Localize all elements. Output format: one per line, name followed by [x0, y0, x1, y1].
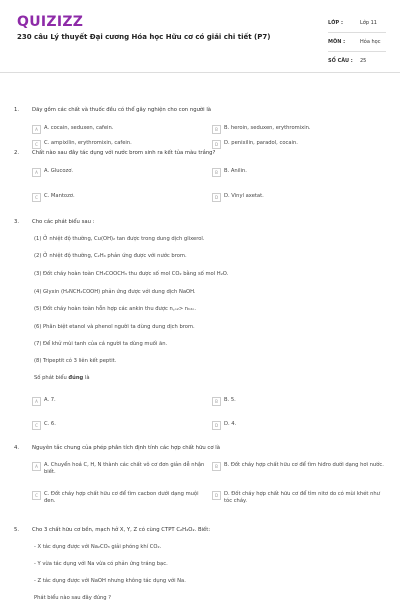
option-text: D. penixilin, paradol, cocain.	[224, 140, 298, 146]
option-text: A. Glucozơ.	[44, 168, 74, 174]
question-prompt: Phát biểu nào sau đây đúng ?	[34, 595, 112, 601]
option-b[interactable]	[212, 168, 392, 177]
option-a[interactable]	[32, 125, 212, 134]
prompt-prefix: Số phát biểu	[34, 375, 69, 381]
statement: - X tác dụng được với Na₂CO₃ giải phóng khí CO₂.	[34, 544, 162, 550]
option-a[interactable]	[32, 168, 212, 177]
statement: - Z tác dụng được với NaOH nhưng không tác dụng với Na.	[34, 578, 186, 584]
meta-label: SỐ CÂU :	[328, 58, 353, 64]
statement: (4) Glyxin (H₂NCH₂COOH) phản ứng được với dung dịch NaOH.	[34, 289, 196, 295]
question-text: Dãy gồm các chất và thuốc đều có thể gây nghiện cho con người là	[32, 107, 212, 113]
option-text: A. 7.	[44, 397, 56, 403]
option-b[interactable]	[212, 125, 392, 134]
option-text: C. Mantozơ.	[44, 193, 75, 199]
option-letter: C	[32, 193, 41, 202]
option-c[interactable]	[32, 140, 212, 149]
option-text: B. 5.	[224, 397, 236, 403]
statement: (8) Tripeptit có 3 liên kết peptit.	[34, 358, 117, 364]
question-text: Chất nào sau đây tác dụng với nước brom sinh ra kết tủa màu trắng?	[32, 150, 216, 156]
statement: (2) Ở nhiệt độ thường, C₂H₄ phản ứng được với nước brom.	[34, 253, 187, 259]
prompt-bold: đúng	[68, 375, 84, 381]
option-letter: A	[32, 125, 41, 134]
question-number: 2.	[14, 150, 20, 156]
option-text: A. Chuyển hoá C, H, N thành các chất vô cơ đơn giản dễ nhận biết.	[44, 462, 205, 475]
meta-label: MÔN :	[328, 39, 346, 45]
meta-label: LỚP :	[328, 20, 343, 26]
prompt-suffix: là	[83, 375, 90, 381]
option-letter: D	[212, 421, 221, 430]
option-d[interactable]	[212, 140, 392, 149]
statement: (5) Đốt cháy hoàn toàn hỗn hợp các ankin thu được n꜀ₒ₂> nₕ₂ₒ.	[34, 306, 197, 312]
option-letter: C	[32, 140, 41, 149]
question-prompt	[34, 375, 90, 382]
option-d[interactable]	[212, 193, 392, 202]
statement: (7) Để khử mùi tanh của cá người ta dùng muối ăn.	[34, 341, 168, 347]
option-c[interactable]	[32, 193, 212, 202]
option-text: A. cocain, seduxen, cafein.	[44, 125, 114, 131]
meta-value: Hóa học	[360, 39, 381, 45]
option-text: C. Đốt cháy hợp chất hữu cơ để tìm cacbon dưới dạng muội đen.	[44, 491, 199, 504]
option-a[interactable]	[32, 397, 212, 406]
meta-row-class	[328, 14, 386, 33]
option-text: B. Đốt cháy hợp chất hữu cơ để tìm hiđro dưới dạng hơi nước.	[224, 462, 384, 468]
option-c[interactable]	[32, 491, 212, 504]
option-letter: B	[212, 397, 221, 406]
statement: (6) Phân biệt etanol và phenol người ta dùng dung dịch brom.	[34, 324, 195, 330]
option-letter: C	[32, 491, 41, 500]
page-title: 230 câu Lý thuyết Đại cương Hóa học Hữu cơ có giải chi tiết (P7)	[17, 33, 271, 41]
quizizz-logo: QUIZIZZ	[17, 14, 84, 30]
option-letter: D	[212, 491, 221, 500]
option-text: D. Vinyl axetat.	[224, 193, 264, 199]
question-number: 1.	[14, 107, 20, 113]
question-number: 4.	[14, 445, 20, 451]
question-text: Nguyên tắc chung của phép phân tích định tính các hợp chất hữu cơ là	[32, 445, 220, 451]
option-d[interactable]	[212, 421, 392, 430]
option-text: D. 4.	[224, 421, 237, 427]
option-text: C. 6.	[44, 421, 56, 427]
statement: (3) Đốt cháy hoàn toàn CH₃COOCH₃ thu được số mol CO₂ bằng số mol H₂O.	[34, 271, 229, 277]
option-b[interactable]	[212, 462, 392, 471]
question-text: Cho các phát biểu sau :	[32, 219, 95, 225]
option-letter: A	[32, 168, 41, 177]
option-letter: B	[212, 462, 221, 471]
option-c[interactable]	[32, 421, 212, 430]
header-divider	[0, 72, 400, 73]
option-text: D. Đốt cháy hợp chất hữu cơ để tìm nitơ do có mùi khét như tóc cháy.	[224, 491, 380, 504]
option-letter: A	[32, 462, 41, 471]
meta-box	[328, 14, 386, 70]
option-text: C. ampixilin, erythromixin, cafein.	[44, 140, 132, 146]
option-letter: B	[212, 125, 221, 134]
meta-value: 25	[360, 58, 367, 64]
question-number: 3.	[14, 219, 20, 225]
option-letter: D	[212, 193, 221, 202]
statement: (1) Ở nhiệt độ thường, Cu(OH)₂ tan được trong dung dịch glixerol.	[34, 236, 205, 242]
statement: - Y vừa tác dụng với Na vừa có phản ứng tráng bạc.	[34, 561, 168, 567]
option-letter: C	[32, 421, 41, 430]
option-letter: B	[212, 168, 221, 177]
question-text: Cho 3 chất hữu cơ bền, mạch hở X, Y, Z có cùng CTPT C₂H₄O₂. Biết:	[32, 527, 211, 533]
meta-row-count	[328, 52, 386, 70]
option-d[interactable]	[212, 491, 392, 504]
option-text: B. Anilin.	[224, 168, 247, 174]
meta-row-subject	[328, 33, 386, 52]
option-letter: A	[32, 397, 41, 406]
meta-value: Lớp 11	[360, 20, 377, 26]
question-number: 5.	[14, 527, 20, 533]
option-letter: D	[212, 140, 221, 149]
option-b[interactable]	[212, 397, 392, 406]
option-a[interactable]	[32, 462, 212, 475]
option-text: B. heroin, seduxen, erythromixin.	[224, 125, 311, 131]
